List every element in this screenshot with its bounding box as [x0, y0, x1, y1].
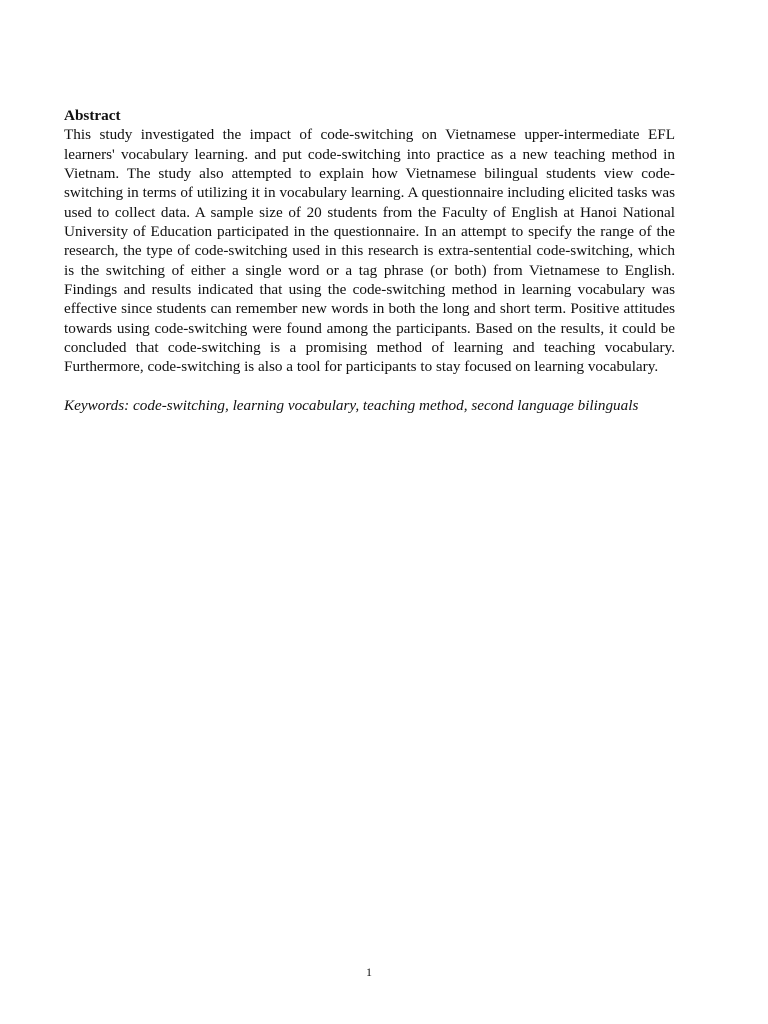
abstract-body: This study investigated the impact of code-switching on Vietnamese upper-intermediate EFL learners' vocabulary learning. and put code-switching into practice as a new teaching method in Vietnam. The study also attempted to explain how Vietnamese bilingual students view code-switching in terms of utilizing it in vocabulary learning. A questionnaire including elicited tasks was used to collect data. A sample size of 20 students from the Faculty of English at Hanoi National University of Education participated in the questionnaire. In an attempt to specify the range of the research, the type of code-switching used in this research is extra-sentential code-switching, which is the switching of either a single word or a tag phrase (or both) from Vietnamese to English. Findings and results indicated that using the code-switching method in learning vocabulary was effective since students can remember new words in both the long and short term. Positive attitudes towards using code-switching were found among the participants. Based on the results, it could be concluded that code-switching is a promising method of learning and teaching vocabulary. Furthermore, code-switching is also a tool for participants to stay focused on learning vocabulary. [64, 126, 675, 376]
abstract-heading: Abstract [64, 107, 121, 124]
keywords-line: Keywords: code-switching, learning vocabulary, teaching method, second language bilinguals [64, 397, 639, 415]
page-number: 1 [366, 965, 372, 979]
abstract-section [64, 106, 675, 416]
